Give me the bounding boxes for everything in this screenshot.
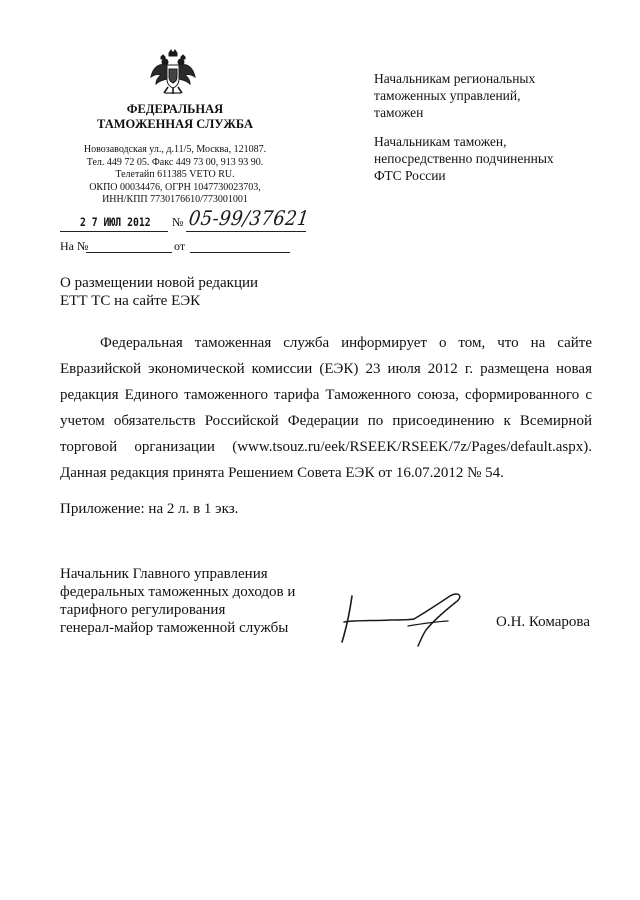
registration-number-underline [186, 231, 306, 232]
letter-body-paragraph: Федеральная таможенная служба информирует о том, что на сайте Евразийской экономической комиссии (ЕЭК) 23 июля 2012 г. размещена новая редакция Единого таможенного тарифа Таможенного союза, сформированного с учетом обязательств Российской Федерации по присоединению к Всемирной торговой организации (www.tsouz.ru/eek/RSEEK/RSEEK/7z/Pages/default.aspx). Данная редакция принята Решением Совета ЕЭК от 16.07.2012 № 54. [60, 335, 592, 481]
sender-phone-fax: Тел. 449 72 05. Факс 449 73 00, 913 93 90. [86, 156, 264, 168]
signatory-title-line: федеральных таможенных доходов и [60, 584, 296, 600]
signatory-title-line: Начальник Главного управления [60, 566, 268, 582]
subject-line: О размещении новой редакции [60, 275, 259, 291]
reference-number-blank [86, 252, 172, 253]
addressee-line: Начальникам региональных [374, 71, 536, 86]
addressee-line: непосредственно подчиненных [374, 151, 554, 166]
sender-address: Новозаводская ул., д.11/5, Москва, 121087. [83, 144, 267, 155]
addressee-line: ФТС России [374, 168, 446, 183]
subject-line: ЕТТ ТС на сайте ЕЭК [60, 293, 201, 309]
addressee-line: таможенных управлений, [374, 88, 521, 103]
sender-name-line: ФЕДЕРАЛЬНАЯ [126, 102, 224, 116]
signatory-title-line: тарифного регулирования [60, 602, 226, 618]
registration-number-sign: № [172, 215, 184, 229]
reference-date-label: от [174, 239, 186, 253]
signatory-name: О.Н. Комарова [496, 614, 590, 630]
registration-row [60, 206, 320, 236]
registration-number-handwritten: 05-99/37621 [187, 206, 311, 230]
addressee-line: Начальникам таможен, [374, 134, 507, 149]
reference-date-blank [190, 252, 290, 253]
registration-date-underline [60, 231, 168, 232]
sender-name-line: ТАМОЖЕННАЯ СЛУЖБА [97, 117, 253, 131]
sender-okpo-ogrn: ОКПО 00034476, ОГРН 1047730023703, [89, 181, 261, 193]
sender-contact-details [60, 144, 290, 207]
addressee-group [374, 133, 604, 184]
addressee-block [374, 70, 604, 196]
signatory-title [60, 565, 360, 637]
reference-row [60, 238, 320, 260]
letter-subject [60, 274, 320, 310]
coat-of-arms-icon [147, 47, 199, 97]
registration-date-stamp: 2 7 ИЮЛ 2012 [80, 215, 151, 229]
handwritten-signature [338, 590, 466, 648]
signatory-title-line: генерал-майор таможенной службы [60, 620, 289, 636]
reference-number-label: На № [60, 239, 89, 253]
appendix-note: Приложение: на 2 л. в 1 экз. [60, 501, 239, 517]
addressee-group [374, 70, 604, 121]
sender-organization-name [60, 102, 290, 132]
sender-inn-kpp: ИНН/КПП 7730176610/773001001 [102, 194, 248, 206]
addressee-line: таможен [374, 105, 424, 120]
sender-teletype: Телетайп 611385 VETO RU. [115, 169, 235, 181]
